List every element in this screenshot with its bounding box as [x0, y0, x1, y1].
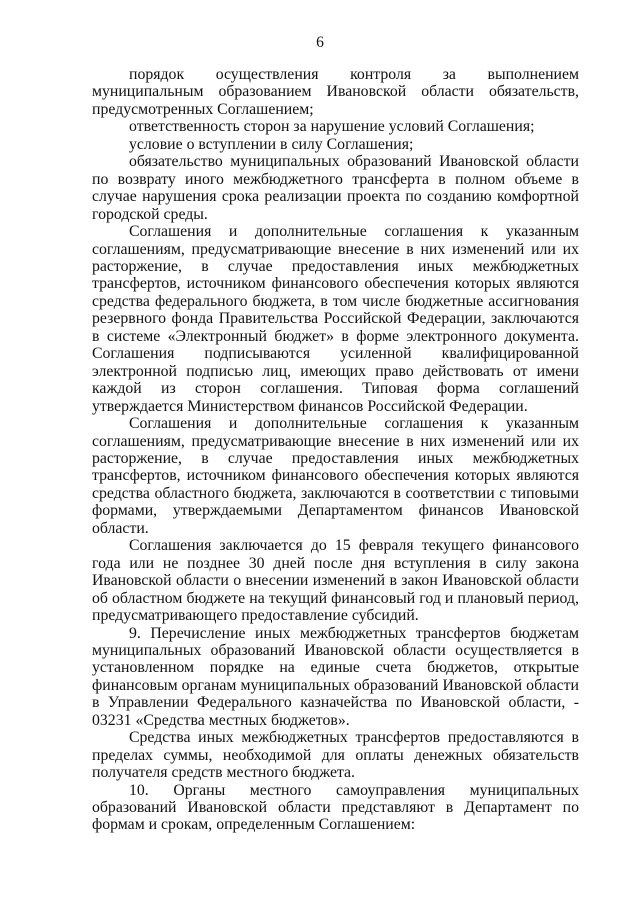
paragraph-federal-agreements: Соглашения и дополнительные соглашения к указанным соглашениям, предусматривающие внесение в них изменений или их расторжение, в случае предоставления иных межбюджетных трансфертов, источником финансового обеспечения которых являются средства федерального бюджета, в том числе бюджетные ассигнования резервного фонда Правительства Российской Федерации, заключаются в системе «Электронный бюджет» в форме электронного документа. Соглашения подписываются усиленной квалифицированной электронной подписью лиц, имеющих право действовать от имени каждой из сторон соглашения. Типовая форма соглашений утверждается Министерством финансов Российской Федерации. — [92, 223, 579, 415]
paragraph-item-9-transfer: 9. Перечисление иных межбюджетных трансфертов бюджетам муниципальных образований Ивановской области осуществляется в установленном порядке на единые счета бюджетов, открытые финансовым органам муниципальных образований Ивановской области в Управлении Федерального казначейства по Ивановской области, - 03231 «Средства местных бюджетов». — [92, 624, 579, 729]
paragraph-agreement-deadline: Соглашения заключается до 15 февраля текущего финансового года или не позднее 30 дней после дня вступления в силу закона Ивановской области о внесении изменений в закон Ивановской области об областном бюджете на текущий финансовый год и плановый период, предусматривающего предоставление субсидий. — [92, 537, 579, 625]
page-number: 6 — [316, 34, 324, 51]
paragraph-transfer-limits: Средства иных межбюджетных трансфертов предоставляются в пределах суммы, необходимой для оплаты денежных обязательств получателя средств местного бюджета. — [92, 729, 579, 782]
paragraph-item-10-reporting: 10. Органы местного самоуправления муниципальных образований Ивановской области представляют в Департамент по формам и срокам, определенным Соглашением: — [92, 781, 579, 834]
paragraph-entry-into-force: условие о вступлении в силу Соглашения; — [129, 135, 414, 153]
paragraph-refund-obligation: обязательство муниципальных образований Ивановской области по возврату иного межбюджетного трансферта в полном объеме в случае нарушения срока реализации проекта по созданию комфортной городской среды. — [92, 153, 579, 223]
paragraph-regional-agreements: Соглашения и дополнительные соглашения к указанным соглашениям, предусматривающие внесение в них изменений или их расторжение, в случае предоставления иных межбюджетных трансфертов, источником финансового обеспечения которых являются средства областного бюджета, заключаются в соответствии с типовыми формами, утверждаемыми Департаментом финансов Ивановской области. — [92, 415, 579, 537]
document-body — [92, 66, 579, 834]
paragraph-responsibility: ответственность сторон за нарушение условий Соглашения; — [129, 118, 535, 136]
paragraph-control-procedure: порядок осуществления контроля за выполнением муниципальным образованием Ивановской области обязательств, предусмотренных Соглашением; — [92, 66, 579, 118]
